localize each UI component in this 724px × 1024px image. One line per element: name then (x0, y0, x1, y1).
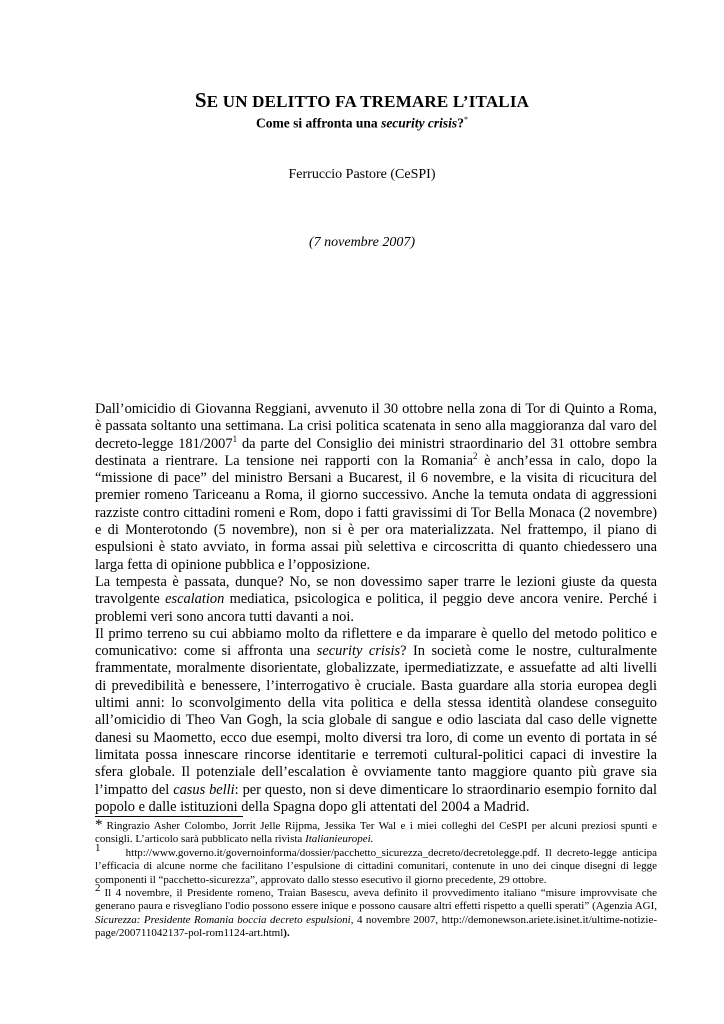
paragraph-emphasis: security crisis (316, 643, 401, 660)
document-title (0, 88, 724, 113)
footnote-text: http://www.governo.it/governoinforma/dossier/pacchetto_sicurezza_decreto/decretolegge.pdf. Il decreto-legge anticipa l’efficacia di alcune norme che facilitano l’espulsione di cittadini comunitari, contenute in uno dei cinque disegni di legge componenti il “pacchetto-sicurezza”, approvato dallo stesso esecutivo il giorno precedente, 29 ottobre. (95, 846, 658, 886)
paragraph-3 (95, 626, 657, 816)
paragraph-text: La tempesta è passata, dunque? No, se non dovessimo saper trarre le lezioni giuste da questa travolgente (95, 573, 657, 608)
footnote-star (95, 817, 657, 847)
footnote-marker: 2 (95, 882, 101, 895)
footnote-text: Ringrazio Asher Colombo, Jorrit Jelle Rijpma, Jessika Ter Wal e i miei colleghi del CeSPI per alcuni preziosi spunti e consigli. L’articolo sarà pubblicato nella rivista (95, 820, 657, 846)
footnote-emphasis: Sicurezza: Presidente Romania boccia decreto espulsioni (95, 913, 351, 926)
paragraph-text: Dall’omicidio di Giovanna Reggiani, avvenuto il 30 ottobre nella zona di Tor di Quinto a Roma, è passata soltanto una settimana. La crisi politica scatenata in seno alla maggioranza dal varo del decreto-legge 181/2007 (95, 401, 657, 452)
paragraph-emphasis: escalation (165, 591, 225, 608)
subtitle-emphasis: security crisis (381, 115, 458, 131)
footnote-1 (95, 842, 658, 887)
title-text: E UN DELITTO FA TREMARE L’ITALIA (206, 92, 530, 111)
paragraph-text: : per questo, non si deve dimenticare lo straordinario esempio fornito dal popolo e dalle istituzioni della Spagna dopo gli attentati del 2004 a Madrid. (95, 781, 658, 815)
footnote-marker: 1 (95, 842, 101, 855)
footnotes (95, 817, 658, 941)
document-subtitle (0, 115, 724, 132)
footnote-link[interactable]: , 4 novembre 2007, http://demonewson.ariete.isinet.it/ultime-notizie-page/200711042137-pol-rom1124-art.html (95, 913, 657, 940)
footnote-ref-2: 2 (473, 451, 478, 462)
paragraph-2 (95, 574, 657, 626)
footnote-ref-star: * (463, 115, 468, 124)
footnote-text: Il 4 novembre, il Presidente romeno, Traian Basescu, aveva definito il provvedimento italiano “misure improvvisate che generano paura e risvegliano l'odio possono essere inique e possono causare altri effetti rispetto a quelli sperati” (Agenzia AGI, (95, 887, 657, 913)
paragraph-text: Il primo terreno su cui abbiamo molto da riflettere e da imparare è quello del metodo politico e comunicativo: come si affronta una (95, 625, 657, 660)
footnote-ref-1: 1 (232, 433, 238, 444)
subtitle-question: ? (457, 115, 464, 131)
footnote-text: ). (283, 927, 290, 940)
paragraph-emphasis: casus belli (173, 781, 235, 798)
date-line: (7 novembre 2007) (308, 235, 415, 250)
author-line: Ferruccio Pastore (CeSPI) (288, 167, 436, 182)
paragraph-text: da parte del Consiglio dei ministri straordinario del 31 ottobre sembra destinata a rientrare. La tensione nei rapporti con la Romania (95, 435, 657, 469)
footnote-marker: * (95, 817, 103, 833)
footnote-2 (95, 882, 657, 941)
footnote-emphasis: Italianieuropei. (305, 833, 374, 846)
paragraph-1 (95, 401, 657, 574)
paragraph-text: ? In società come le nostre, culturalmente frammentate, moralmente disorientate, globalizzate, ipermediatizzate, e assuefatte ad alti livelli di prevedibilità e benessere, l’interrogativo è cruciale. Basta guardare alla storia europea degli ultimi anni: lo sconvolgimento della vita politica e della stessa identità olandese conseguito all’omicidio di Theo Van Gogh, la scia globale di sangue e odio lasciata dal caso delle vignette danesi su Maometto, ecco due esempi, molto diversi tra loro, di come un evento di portata in sé limitata possa innescare rincorse identitarie e terremoti cultural-politici capaci di investire la sfera globale. Il potenziale dell’escalation è ovviamente tanto maggiore quanto più grave sia l’impatto del (95, 643, 658, 798)
paragraph-text: mediatica, psicologica e politica, il peggio deve ancora venire. Perché i problemi veri sono ancora tutti davanti a noi. (95, 591, 657, 625)
footnote-separator (95, 816, 243, 817)
paragraph-text: è anch’essa in calo, dopo la “missione di pace” del ministro Bersani a Bucarest, il 6 novembre, e la visita di ricucitura del premier romeno Tariceanu a Roma, il giorno successivo. Anche la temuta ondata di aggressioni razziste contro cittadini romeni e Rom, dopo i fatti gravissimi di Tor Bella Monaca (2 novembre) e di Monterotondo (5 novembre), non si è per ora materializzata. Nel frattempo, il piano di espulsioni è stato avviato, in forma assai più selettiva e circoscritta di quanto chiedessero una larga fetta di opinione pubblica e l’opposizione. (95, 452, 657, 573)
article-body (95, 401, 657, 816)
subtitle-text: Come si affronta una (256, 115, 382, 131)
title-initial: S (194, 88, 207, 112)
